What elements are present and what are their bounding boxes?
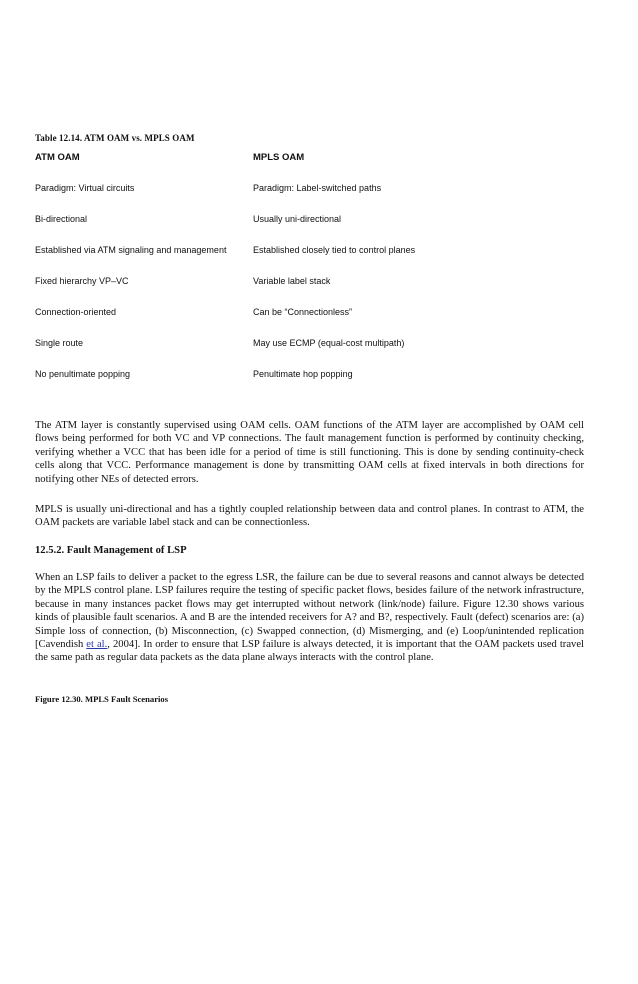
table-cell-mpls: Can be “Connectionless” (253, 307, 353, 317)
figure-caption: Figure 12.30. MPLS Fault Scenarios (35, 694, 169, 704)
table-row (35, 305, 555, 336)
comparison-table (35, 150, 555, 398)
table-row (35, 181, 555, 212)
table-cell-mpls: Usually uni-directional (253, 214, 342, 224)
table-header-mpls: MPLS OAM (253, 152, 305, 163)
table-cell-atm: No penultimate popping (35, 369, 131, 379)
table-cell-mpls: Paradigm: Label-switched paths (253, 183, 382, 193)
table-header-atm: ATM OAM (35, 152, 80, 163)
paragraph-lsp-fault (35, 571, 584, 665)
table-cell-atm: Fixed hierarchy VP–VC (35, 276, 129, 286)
table-row (35, 243, 555, 274)
table-row (35, 274, 555, 305)
table-header-row (35, 150, 555, 181)
table-row (35, 336, 555, 367)
table-row (35, 367, 555, 398)
table-cell-mpls: May use ECMP (equal-cost multipath) (253, 338, 405, 348)
table-cell-atm: Connection-oriented (35, 307, 117, 317)
paragraph-mpls: MPLS is usually uni-directional and has a tightly coupled relationship between data and control planes. In contrast to ATM, the OAM packets are variable label stack and can be connectionless. (35, 504, 584, 529)
table-cell-atm: Paradigm: Virtual circuits (35, 183, 135, 193)
table-cell-atm: Established via ATM signaling and management (35, 245, 227, 255)
table-cell-atm: Single route (35, 338, 84, 348)
table-cell-mpls: Established closely tied to control planes (253, 245, 416, 255)
table-row (35, 212, 555, 243)
citation-link[interactable]: et al. (86, 639, 108, 651)
table-caption: Table 12.14. ATM OAM vs. MPLS OAM (35, 133, 195, 143)
paragraph-atm-layer: The ATM layer is constantly supervised using OAM cells. OAM functions of the ATM layer are accomplished by OAM cell flows being performed for both VC and VP connections. The fault management function is performed by continuity checking, verifying whether a VCC that has been idle for a period of time is still functioning. This is done by sending continuity-check cells along that VCC. Performance management is done by transmitting OAM cells at fixed intervals in both directions for notifying other NEs of detected errors. (35, 420, 584, 485)
section-heading: 12.5.2. Fault Management of LSP (35, 545, 187, 556)
table-cell-atm: Bi-directional (35, 214, 88, 224)
paragraph-lsp-text-start: When an LSP fails to deliver a packet to the egress LSR, the failure can be due to several reasons and cannot always be detected by the MPLS control plane. LSP failures require the testing of specific packet flows, besides failure of the network infrastructure, because in many instances packet flows may get interrupted without network (link/node) failure. Figure 12.30 shows various kinds of plausible fault scenarios. A and B are the intended receivers for A? and B?, respectively. Fault (defect) scenarios are: (a) Simple loss of connection, (b) Misconnection, (c) Swapped connection, (d) Mismerging, and (e) Loop/unintended replication [Cavendish (35, 572, 584, 651)
table-cell-mpls: Penultimate hop popping (253, 369, 353, 379)
paragraph-lsp-text-end: , 2004]. In order to ensure that LSP failure is always detected, it is important that the OAM packets used travel the same path as regular data packets as the data plane always interacts with the control plane. (35, 639, 584, 664)
table-cell-mpls: Variable label stack (253, 276, 331, 286)
